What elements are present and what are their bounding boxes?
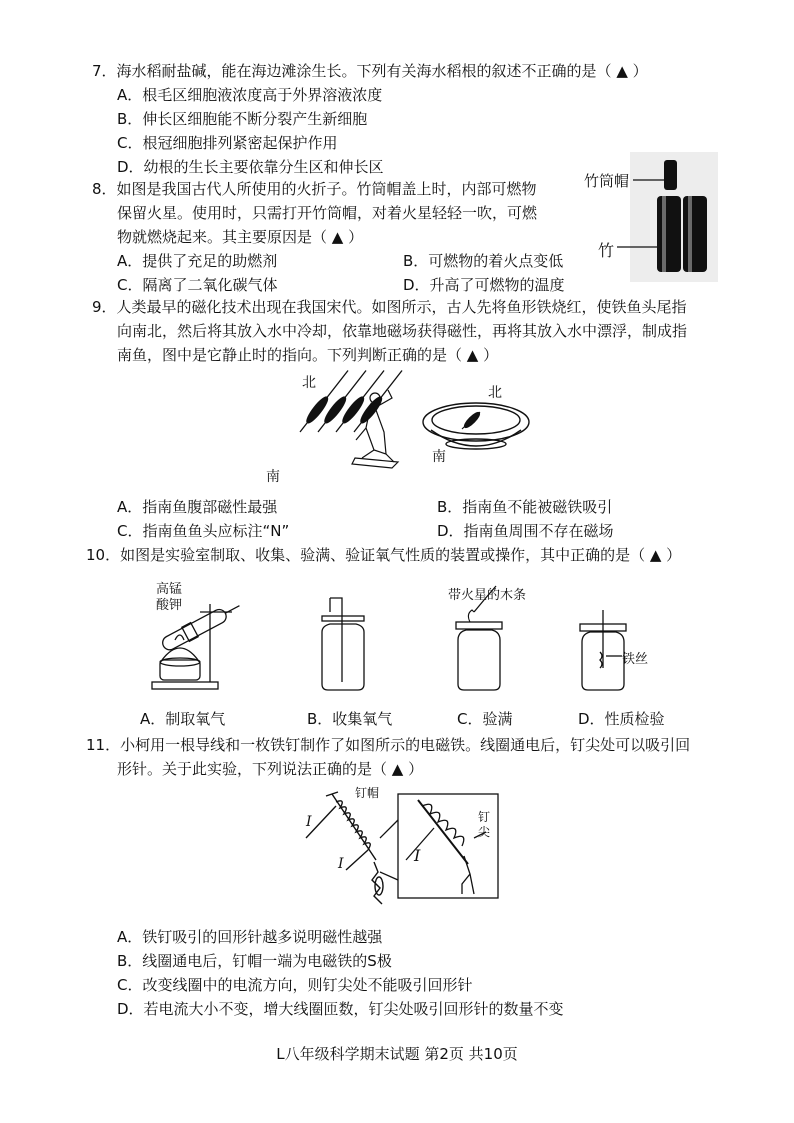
q11-option-a: A．铁钉吸引的回形针越多说明磁性越强 (117, 928, 383, 946)
q7-option-a: A．根毛区细胞液浓度高于外界溶液浓度 (117, 86, 383, 104)
q11-option-d: D．若电流大小不变，增大线圈匝数，钉尖处吸引回形针的数量不变 (117, 1000, 564, 1018)
q9-option-a: A．指南鱼腹部磁性最强 (117, 498, 278, 516)
label-nail-tip-1: 钉 (478, 810, 491, 824)
q10-option-d: D．性质检验 (578, 710, 665, 728)
label-current-3: I (414, 846, 421, 865)
label-nail-head: 钉帽 (355, 786, 380, 800)
label-south-left: 南 (266, 469, 280, 485)
label-current-2: I (338, 856, 344, 872)
q8-option-c: C．隔离了二氧化碳气体 (117, 276, 278, 294)
label-reagent-line2: 酸钾 (156, 598, 183, 613)
q9-stem-line1: 9．人类最早的磁化技术出现在我国宋代。如图所示，古人先将鱼形铁烧红，使铁鱼头尾指 (92, 298, 687, 316)
page-footer: L八年级科学期末试题 第2页 共10页 (276, 1045, 518, 1063)
label-current-1: I (306, 814, 312, 830)
q8-option-a: A．提供了充足的助燃剂 (117, 252, 278, 270)
q8-stem-line2: 保留火星。使用时，只需打开竹筒帽，对着火星轻轻一吹，可燃 (117, 204, 538, 222)
q10-option-b: B．收集氧气 (307, 710, 393, 728)
q11-option-b: B．线圈通电后，钉帽一端为电磁铁的S极 (117, 952, 392, 970)
q9-stem-line2: 向南北，然后将其放入水中冷却，依靠地磁场获得磁性，再将其放入水中漂浮，制成指 (117, 322, 688, 340)
label-north-right: 北 (488, 385, 502, 401)
q9-stem-line3: 南鱼，图中是它静止时的指向。下列判断正确的是（ ▲ ） (117, 346, 499, 364)
q10-stem: 10．如图是实验室制取、收集、验满、验证氧气性质的装置或操作，其中正确的是（ ▲ ） (86, 546, 682, 564)
label-bamboo-cap: 竹筒帽 (584, 172, 630, 190)
q10-option-c: C．验满 (457, 710, 513, 728)
q8-stem-line1: 8．如图是我国古代人所使用的火折子。竹筒帽盖上时，内部可燃物 (92, 180, 537, 198)
q7-option-d: D．幼根的生长主要依靠分生区和伸长区 (117, 158, 384, 176)
q8-option-b: B．可燃物的着火点变低 (403, 252, 564, 270)
label-nail-tip-2: 尖 (478, 825, 491, 839)
label-iron-wire: 铁丝 (622, 652, 649, 667)
q8-option-d: D．升高了可燃物的温度 (403, 276, 565, 294)
nail-coil-shape (306, 792, 383, 904)
q10-option-a: A．制取氧气 (140, 710, 226, 728)
q9-option-c: C．指南鱼鱼头应标注“N” (117, 522, 290, 540)
q11-option-c: C．改变线圈中的电流方向，则钉尖处不能吸引回形针 (117, 976, 473, 994)
q7-stem: 7．海水稻耐盐碱，能在海边滩涂生长。下列有关海水稻根的叙述不正确的是（ ▲ ） (92, 62, 648, 80)
q7-option-b: B．伸长区细胞能不断分裂产生新细胞 (117, 110, 368, 128)
q9-option-d: D．指南鱼周围不存在磁场 (437, 522, 614, 540)
q7-option-c: C．根冠细胞排列紧密起保护作用 (117, 134, 338, 152)
q11-stem-line1: 11．小柯用一根导线和一枚铁钉制作了如图所示的电磁铁。线圈通电后，钉尖处可以吸引回 (86, 736, 691, 754)
label-north-left: 北 (302, 375, 316, 391)
label-south-right: 南 (432, 449, 446, 465)
label-reagent-line1: 高锰 (156, 582, 183, 597)
q9-option-b: B．指南鱼不能被磁铁吸引 (437, 498, 613, 516)
label-bamboo: 竹 (598, 241, 615, 260)
q8-stem-line3: 物就燃烧起来。其主要原因是（ ▲ ） (117, 228, 364, 246)
label-glowing-splint: 带火星的木条 (448, 588, 527, 603)
q11-stem-line2: 形针。关于此实验，下列说法正确的是（ ▲ ） (117, 760, 424, 778)
